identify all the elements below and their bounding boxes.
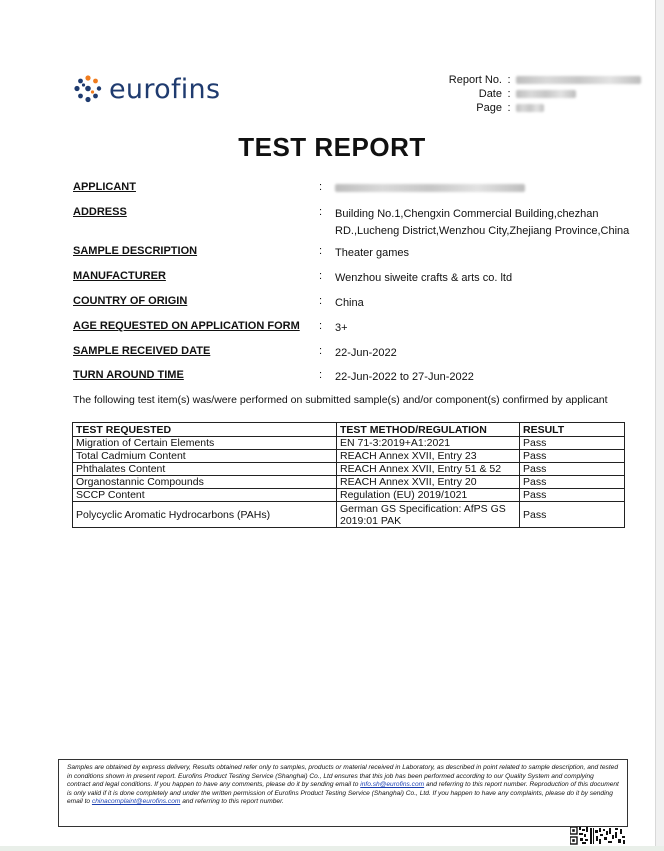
manufacturer-label: MANUFACTURER bbox=[73, 270, 166, 282]
country-of-origin-colon: : bbox=[319, 295, 323, 307]
cell-result: Pass bbox=[520, 476, 625, 489]
qr-code-icon bbox=[570, 827, 626, 845]
turn-around-time-colon: : bbox=[319, 369, 323, 381]
table-header-row bbox=[73, 423, 625, 437]
cell-test-method: EN 71-3:2019+A1:2021 bbox=[337, 437, 520, 450]
country-of-origin-label: COUNTRY OF ORIGIN bbox=[73, 295, 188, 307]
age-requested-value: 3+ bbox=[335, 322, 348, 334]
eurofins-logo bbox=[73, 72, 220, 106]
table-row bbox=[73, 502, 625, 528]
header-result: RESULT bbox=[520, 423, 625, 437]
address-label: ADDRESS bbox=[73, 206, 127, 218]
cell-result: Pass bbox=[520, 450, 625, 463]
page-colon: : bbox=[507, 102, 511, 114]
disclaimer-text-3: and referring to this report number. bbox=[182, 798, 284, 806]
table-row bbox=[73, 437, 625, 450]
cell-test-method: Regulation (EU) 2019/1021 bbox=[337, 489, 520, 502]
header-test-method: TEST METHOD/REGULATION bbox=[337, 423, 520, 437]
age-requested-label: AGE REQUESTED ON APPLICATION FORM bbox=[73, 320, 300, 332]
manufacturer-colon: : bbox=[319, 270, 323, 282]
date-colon: : bbox=[507, 88, 511, 100]
report-no-row bbox=[440, 73, 641, 87]
page-label: Page bbox=[476, 102, 502, 114]
date-label: Date bbox=[478, 88, 502, 100]
cell-test-method: REACH Annex XVII, Entry 23 bbox=[337, 450, 520, 463]
table-row bbox=[73, 489, 625, 502]
page-edge bbox=[655, 0, 664, 851]
info-email-link[interactable]: info.sh@eurofins.com bbox=[360, 781, 425, 789]
cell-result: Pass bbox=[520, 463, 625, 476]
cell-test-method: REACH Annex XVII, Entry 20 bbox=[337, 476, 520, 489]
complaint-email-link[interactable]: chinacomplaint@eurofins.com bbox=[91, 798, 181, 806]
manufacturer-value: Wenzhou siweite crafts & arts co. ltd bbox=[335, 272, 513, 284]
bottom-edge bbox=[0, 846, 664, 851]
table-row bbox=[73, 450, 625, 463]
disclaimer-text-2: and referring to this report number. Reproduction of this document is only valid if it is done completely and under the written permission of Eurofins Product Testing Service (Shanghai) Co., Ltd. If you happen to have any complaints, please do it by sending email to bbox=[67, 781, 619, 806]
report-no-redacted bbox=[516, 76, 641, 84]
disclaimer-text-1: Samples are obtained by express delivery, Results obtained refer only to samples, products or material received in Laboratory, as described in point related to sample description, and tested in conditions shown in present report. Eurofins Product Testing Service (Shanghai) Co., Ltd ensures that this job has been performed according to our Quality System and complying contract and legal conditions. If you happen to have any comments, please do it by sending email to bbox=[67, 764, 618, 789]
address-colon: : bbox=[319, 206, 323, 218]
applicant-colon: : bbox=[319, 181, 323, 193]
address-value: Building No.1,Chengxin Commercial Building,chezhan RD.,Lucheng District,Wenzhou City,Zhejiang Province,China bbox=[335, 208, 630, 237]
date-row bbox=[440, 87, 641, 101]
applicant-value-redacted bbox=[335, 181, 655, 198]
country-of-origin-value: China bbox=[335, 297, 364, 309]
report-no-colon: : bbox=[507, 74, 511, 86]
sample-description-label: SAMPLE DESCRIPTION bbox=[73, 245, 198, 257]
age-requested-colon: : bbox=[319, 320, 323, 332]
sample-description-colon: : bbox=[319, 245, 323, 257]
cell-result: Pass bbox=[520, 502, 625, 528]
sample-received-date-value: 22-Jun-2022 bbox=[335, 347, 397, 359]
cell-test-method: German GS Specification: AfPS GS 2019:01 PAK bbox=[337, 502, 520, 528]
sample-description-value: Theater games bbox=[335, 247, 409, 259]
page-row bbox=[440, 101, 641, 115]
cell-test-requested: Organostannic Compounds bbox=[73, 476, 337, 489]
turn-around-time-value: 22-Jun-2022 to 27-Jun-2022 bbox=[335, 371, 474, 383]
page-title: TEST REPORT bbox=[238, 132, 426, 162]
cell-test-requested: SCCP Content bbox=[73, 489, 337, 502]
test-statement: The following test item(s) was/were performed on submitted sample(s) and/or component(s) confirmed by applicant bbox=[73, 394, 608, 406]
header-test-requested: TEST REQUESTED bbox=[73, 423, 337, 437]
cell-test-requested: Phthalates Content bbox=[73, 463, 337, 476]
cell-test-requested: Migration of Certain Elements bbox=[73, 437, 337, 450]
sample-received-date-label: SAMPLE RECEIVED DATE bbox=[73, 345, 211, 357]
eurofins-dots-icon bbox=[73, 74, 103, 104]
cell-result: Pass bbox=[520, 437, 625, 450]
applicant-label: APPLICANT bbox=[73, 181, 136, 193]
cell-test-requested: Total Cadmium Content bbox=[73, 450, 337, 463]
date-redacted bbox=[516, 90, 576, 98]
cell-test-method: REACH Annex XVII, Entry 51 & 52 bbox=[337, 463, 520, 476]
turn-around-time-label: TURN AROUND TIME bbox=[73, 369, 184, 381]
table-row bbox=[73, 476, 625, 489]
logo-text: eurofins bbox=[109, 73, 221, 105]
page-redacted bbox=[516, 104, 544, 112]
report-meta bbox=[440, 73, 641, 115]
report-no-label: Report No. bbox=[448, 74, 502, 86]
sample-received-date-colon: : bbox=[319, 345, 323, 357]
results-table bbox=[72, 422, 625, 528]
table-row bbox=[73, 463, 625, 476]
disclaimer-box bbox=[58, 759, 628, 827]
cell-test-requested: Polycyclic Aromatic Hydrocarbons (PAHs) bbox=[73, 502, 337, 528]
cell-result: Pass bbox=[520, 489, 625, 502]
